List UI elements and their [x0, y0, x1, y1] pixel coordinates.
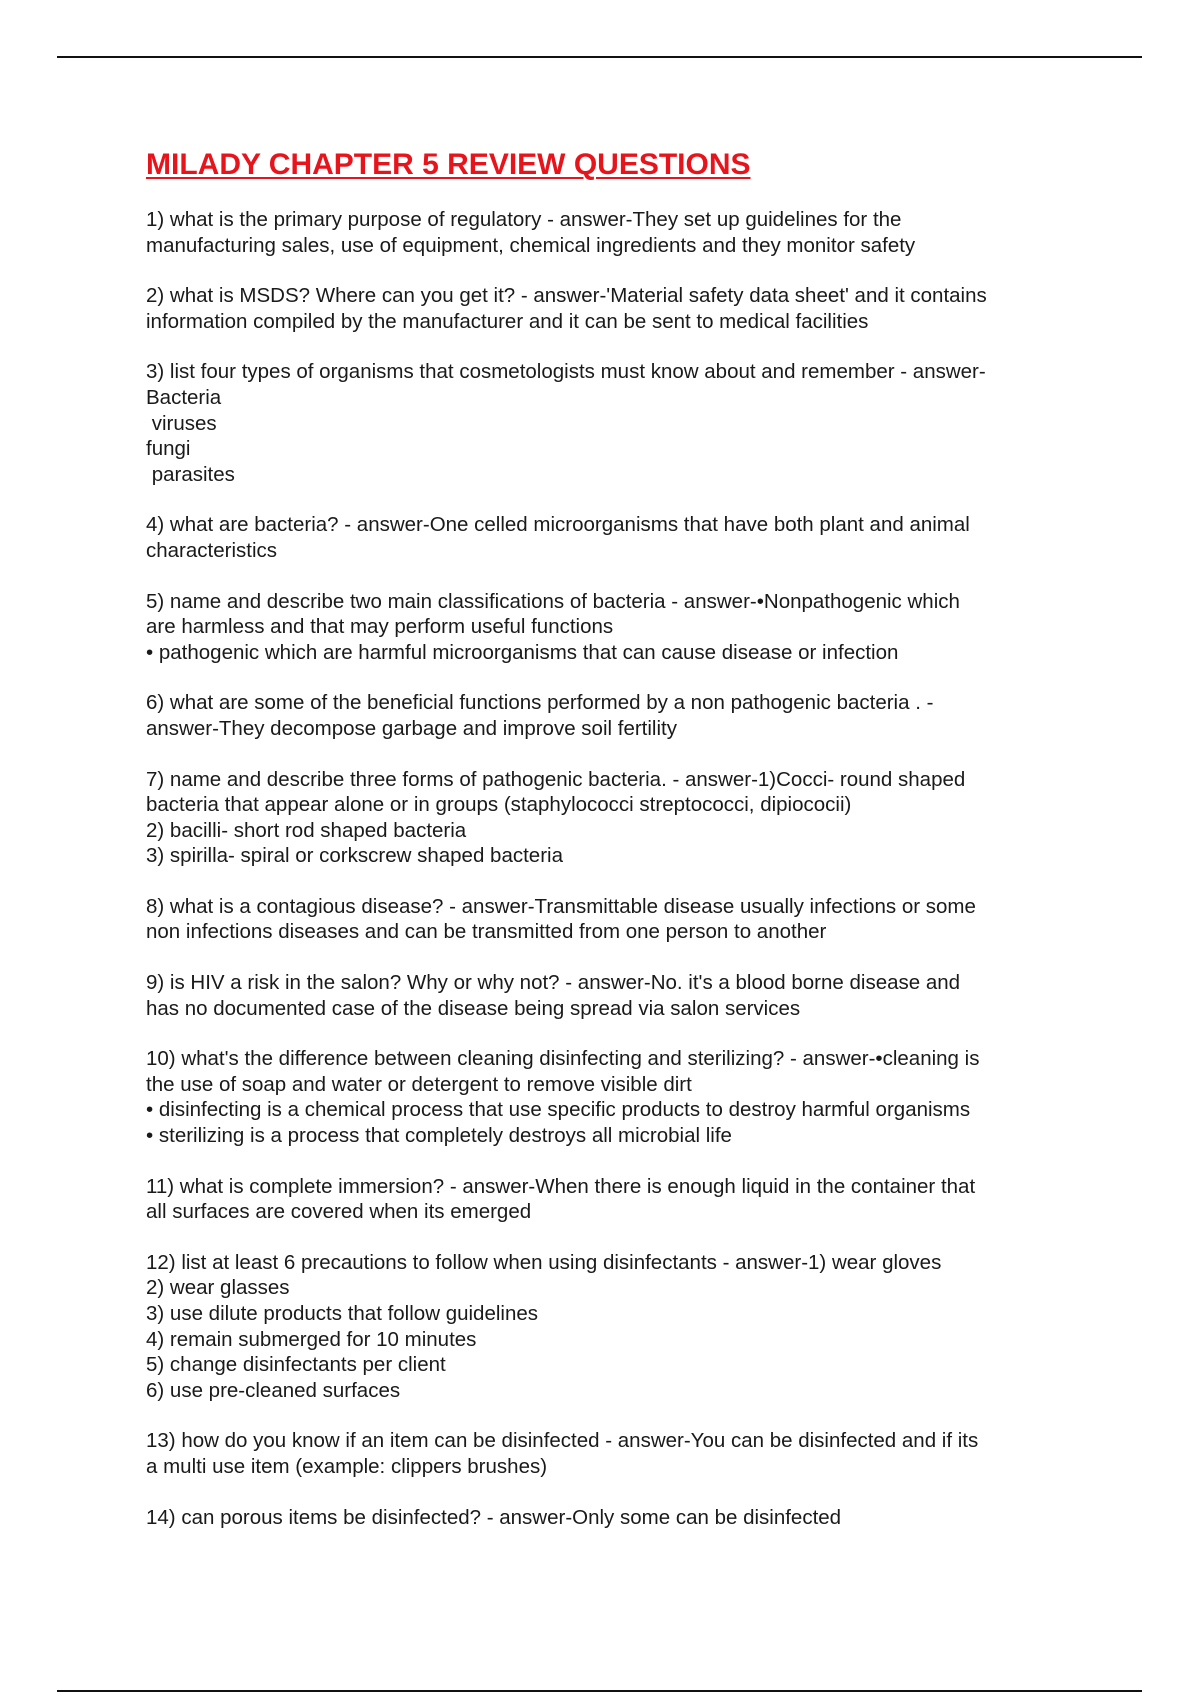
qa-line: all surfaces are covered when its emerged [146, 1200, 532, 1224]
qa-line: 3) use dilute products that follow guidelines [146, 1302, 539, 1325]
qa-line: 2) what is MSDS? Where can you get it? - answer-'Material safety data sheet' and it contains [146, 284, 987, 308]
document-title: MILADY CHAPTER 5 REVIEW QUESTIONS [146, 148, 751, 181]
qa-line: 7) name and describe three forms of pathogenic bacteria. - answer-1)Cocci- round shaped [146, 767, 966, 791]
qa-item [146, 207, 1076, 258]
qa-line: has no documented case of the disease being spread via salon services [146, 996, 801, 1020]
qa-item [146, 767, 1076, 869]
qa-item [146, 970, 1076, 1021]
qa-item [146, 589, 1076, 666]
qa-line: 5) name and describe two main classifications of bacteria - answer-•Nonpathogenic which [146, 589, 960, 613]
qa-line: 11) what is complete immersion? - answer-When there is enough liquid in the container that [146, 1174, 976, 1198]
qa-item [146, 1428, 1076, 1479]
qa-line: non infections diseases and can be transmitted from one person to another [146, 920, 827, 944]
qa-line: viruses [146, 411, 217, 435]
qa-line: 13) how do you know if an item can be disinfected - answer-You can be disinfected and if its [146, 1429, 979, 1453]
qa-line: 8) what is a contagious disease? - answer-Transmittable disease usually infections or some [146, 894, 976, 918]
qa-line: 14) can porous items be disinfected? - answer-Only some can be disinfected [146, 1505, 842, 1529]
qa-line: manufacturing sales, use of equipment, chemical ingredients and they monitor safety [146, 233, 916, 257]
qa-line: parasites [146, 462, 235, 486]
qa-line: are harmless and that may perform useful functions [146, 615, 614, 639]
qa-line: • pathogenic which are harmful microorganisms that can cause disease or infection [146, 640, 899, 664]
qa-item [146, 894, 1076, 945]
qa-line: 9) is HIV a risk in the salon? Why or why not? - answer-No. it's a blood borne disease and [146, 971, 961, 995]
qa-line: bacteria that appear alone or in groups (staphylococci streptococci, dipiococii) [146, 793, 852, 817]
qa-line: a multi use item (example: clippers brushes) [146, 1454, 548, 1478]
qa-item [146, 1174, 1076, 1225]
qa-line: • disinfecting is a chemical process that use specific products to destroy harmful organisms [146, 1098, 971, 1122]
qa-line: 12) list at least 6 precautions to follow when using disinfectants - answer-1) wear gloves [146, 1250, 942, 1274]
qa-item [146, 1046, 1076, 1148]
qa-item [146, 359, 1076, 487]
qa-line: 5) change disinfectants per client [146, 1353, 446, 1377]
qa-line: 2) wear glasses [146, 1276, 290, 1300]
qa-line: 1) what is the primary purpose of regulatory - answer-They set up guidelines for the [146, 208, 902, 231]
qa-line: 6) what are some of the beneficial functions performed by a non pathogenic bacteria . - [146, 691, 934, 715]
qa-line: • sterilizing is a process that completely destroys all microbial life [146, 1124, 732, 1148]
qa-item [146, 1250, 1076, 1404]
qa-item [146, 283, 1076, 334]
qa-line: information compiled by the manufacturer and it can be sent to medical facilities [146, 309, 869, 333]
header-rule [57, 56, 1142, 58]
qa-line: 4) what are bacteria? - answer-One celled microorganisms that have both plant and animal [146, 513, 970, 537]
qa-line: answer-They decompose garbage and improve soil fertility [146, 716, 677, 740]
qa-item [146, 690, 1076, 741]
qa-line: 10) what's the difference between cleaning disinfecting and sterilizing? - answer-•cleaning is [146, 1047, 980, 1071]
qa-list [146, 207, 1076, 1530]
qa-line: characteristics [146, 538, 278, 562]
qa-line: Bacteria [146, 385, 222, 409]
qa-line: 3) list four types of organisms that cosmetologists must know about and remember - answer- [146, 360, 986, 384]
document-body [146, 145, 1076, 1555]
qa-line: 4) remain submerged for 10 minutes [146, 1327, 477, 1351]
qa-item [146, 512, 1076, 563]
footer-rule [57, 1690, 1142, 1692]
qa-item [146, 1505, 1076, 1531]
qa-line: 3) spirilla- spiral or corkscrew shaped bacteria [146, 844, 563, 868]
qa-line: 2) bacilli- short rod shaped bacteria [146, 818, 467, 842]
qa-line: 6) use pre-cleaned surfaces [146, 1378, 401, 1402]
qa-line: the use of soap and water or detergent to remove visible dirt [146, 1072, 692, 1096]
qa-line: fungi [146, 437, 191, 461]
